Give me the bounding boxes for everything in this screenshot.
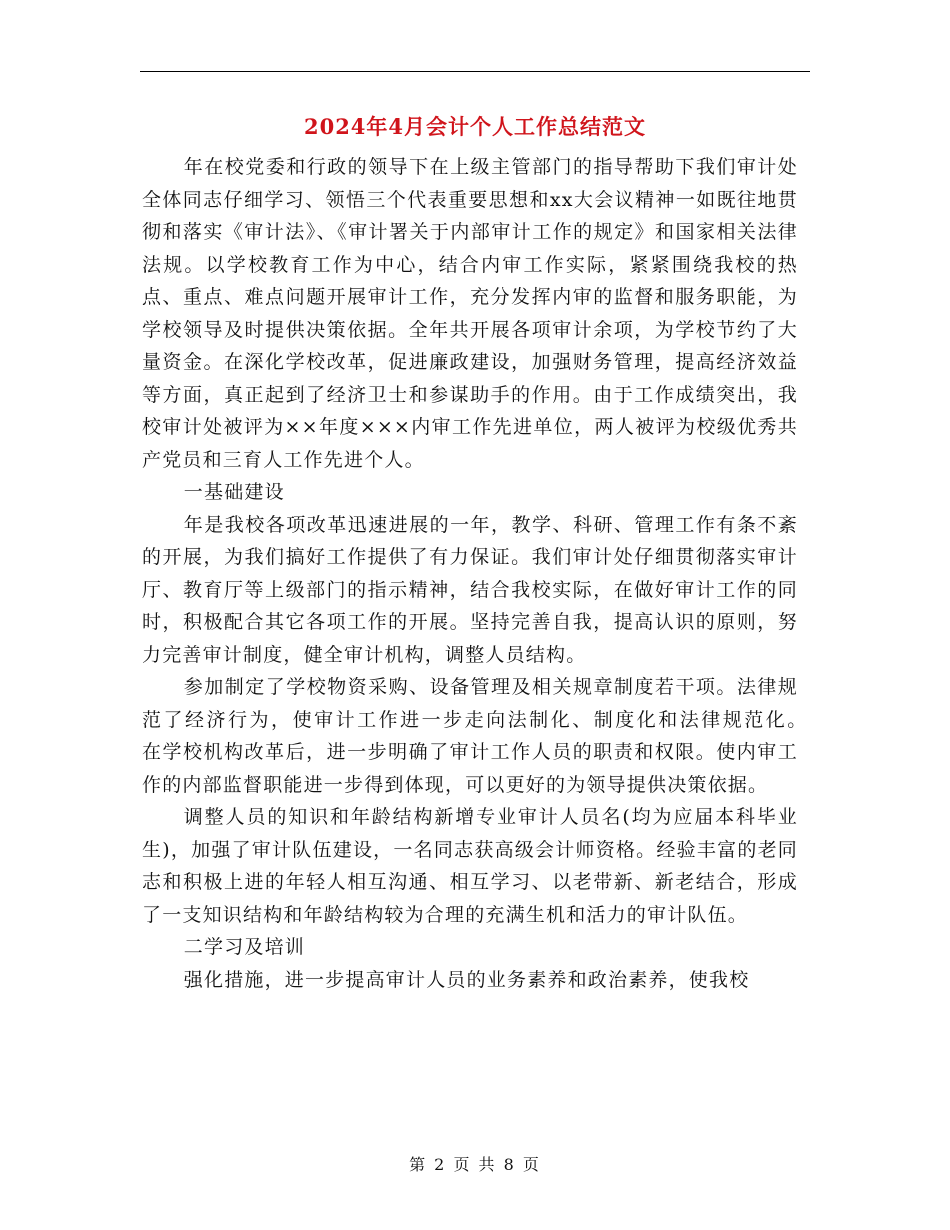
section-heading: 二学习及培训: [183, 936, 305, 958]
page-footer: 第 2 页 共 8 页: [409, 1155, 541, 1174]
header-rule: [140, 71, 810, 72]
paragraph: 调整人员的知识和年龄结构新增专业审计人员名(均为应届本科毕业生)，加强了审计队伍建设，一名同志获高级会计师资格。经验丰富的老同志和积极上进的年轻人相互沟通、相互学习、以老带新、新老结合，形成了一支知识结构和年龄结构较为合理的充满生机和活力的审计队伍。: [142, 806, 798, 926]
document-body: [142, 151, 839, 996]
paragraph: 年在校党委和行政的领导下在上级主管部门的指导帮助下我们审计处全体同志仔细学习、领悟三个代表重要思想和xx大会议精神一如既往地贯彻和落实《审计法》、《审计署关于内部审计工作的规定》和国家相关法律法规。以学校教育工作为中心，结合内审工作实际，紧紧围绕我校的热点、重点、难点问题开展审计工作，充分发挥内审的监督和服务职能，为学校领导及时提供决策依据。全年共开展各项审计余项，为学校节约了大量资金。在深化学校改革，促进廉政建设，加强财务管理，提高经济效益等方面，真正起到了经济卫士和参谋助手的作用。由于工作成绩突出，我校审计处被评为××年度×××内审工作先进单位，两人被评为校级优秀共产党员和三育人工作先进个人。: [142, 156, 798, 471]
paragraph: 年是我校各项改革迅速进展的一年，教学、科研、管理工作有条不紊的开展，为我们搞好工作提供了有力保证。我们审计处仔细贯彻落实审计厅、教育厅等上级部门的指示精神，结合我校实际，在做好审计工作的同时，积极配合其它各项工作的开展。坚持完善自我，提高认识的原则，努力完善审计制度，健全审计机构，调整人员结构。: [142, 513, 798, 666]
document-title: 2024年4月会计个人工作总结范文: [303, 114, 647, 139]
paragraph: 参加制定了学校物资采购、设备管理及相关规章制度若干项。法律规范了经济行为，使审计工作进一步走向法制化、制度化和法律规范化。 在学校机构改革后，进一步明确了审计工作人员的职责和权限。使内审工作的内部监督职能进一步得到体现，可以更好的为领导提供决策依据。: [142, 676, 839, 796]
section-heading: 一基础建设: [183, 481, 285, 503]
paragraph: 强化措施，进一步提高审计人员的业务素养和政治素养，使我校: [183, 968, 750, 991]
